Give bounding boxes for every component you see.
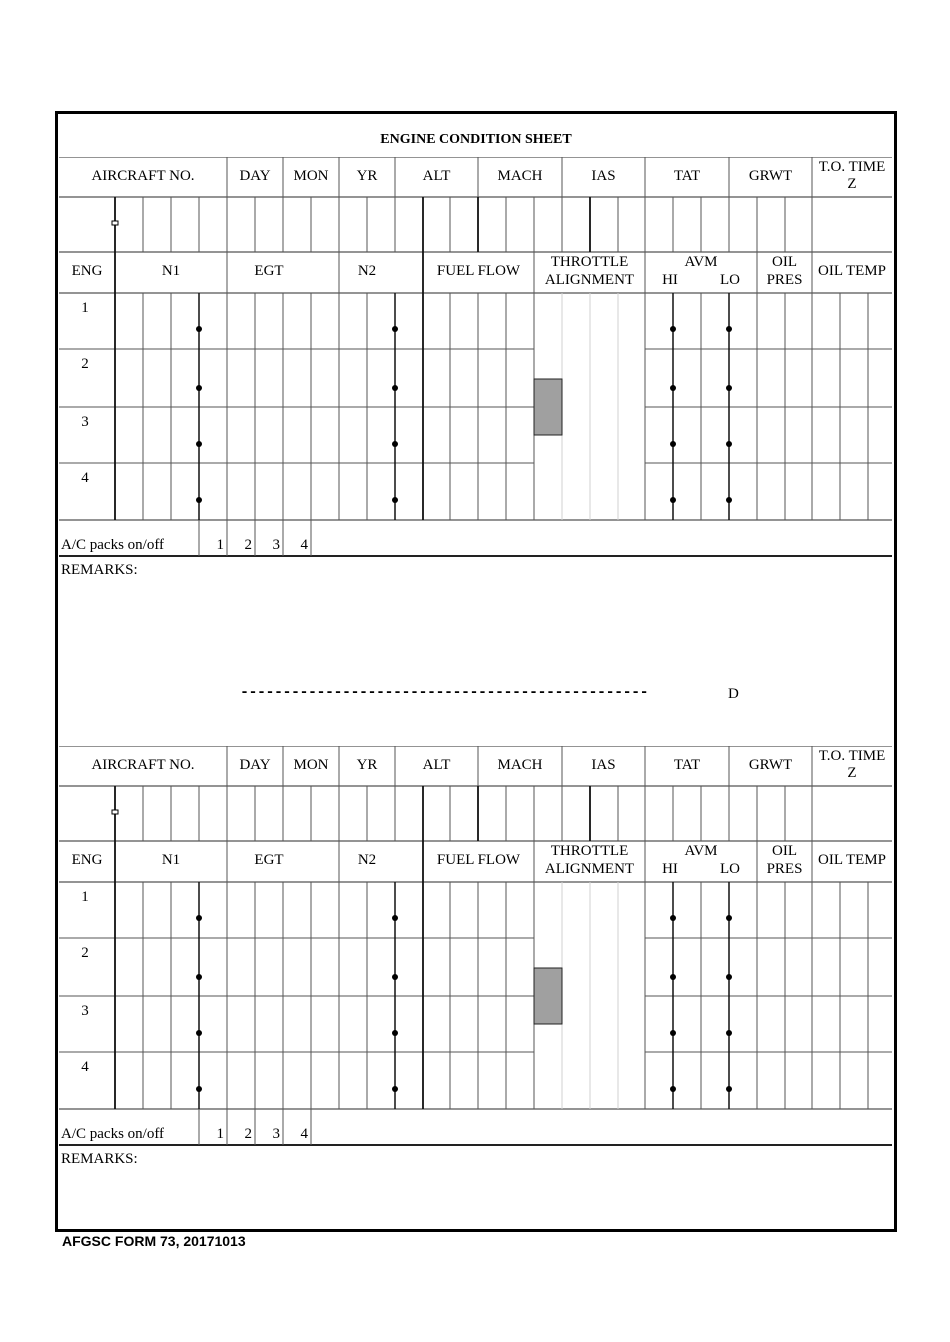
- decimal-point-dot: [392, 974, 398, 980]
- ac-pack-2[interactable]: 2: [244, 1126, 252, 1142]
- aircraft-no-label: AIRCRAFT NO.: [91, 168, 195, 184]
- engine-number: 2: [81, 356, 89, 372]
- decimal-point-dot: [726, 497, 732, 503]
- separator-marker: [112, 810, 118, 814]
- ac-pack-3[interactable]: 3: [272, 537, 280, 553]
- oil-pres-label-2: PRES: [766, 272, 803, 288]
- engine-number: 4: [81, 1059, 89, 1075]
- ac-pack-4[interactable]: 4: [300, 537, 308, 553]
- n1-label: N1: [161, 263, 181, 279]
- oil-temp-label: OIL TEMP: [818, 852, 886, 868]
- to-time-label: T.O. TIME: [818, 159, 886, 175]
- eng-label: ENG: [71, 263, 103, 279]
- yr-label: YR: [356, 168, 378, 184]
- engine-condition-section: [0, 157, 950, 637]
- decimal-point-dot: [196, 974, 202, 980]
- day-label: DAY: [239, 168, 271, 184]
- decimal-point-dot: [726, 1086, 732, 1092]
- decimal-point-dot: [392, 326, 398, 332]
- remarks-label: REMARKS:: [61, 1151, 138, 1167]
- fold-marker: D: [728, 686, 739, 702]
- avm-label: AVM: [684, 843, 718, 859]
- remarks-label: REMARKS:: [61, 562, 138, 578]
- ias-label: IAS: [591, 757, 616, 773]
- avm-hi-label: HI: [662, 861, 678, 877]
- engine-number: 1: [81, 889, 89, 905]
- decimal-point-dot: [726, 974, 732, 980]
- ac-pack-4[interactable]: 4: [300, 1126, 308, 1142]
- decimal-point-dot: [670, 441, 676, 447]
- tat-label: TAT: [673, 168, 701, 184]
- ac-pack-1[interactable]: 1: [216, 1126, 224, 1142]
- decimal-point-dot: [392, 1030, 398, 1036]
- mon-label: MON: [293, 168, 329, 184]
- decimal-point-dot: [670, 385, 676, 391]
- form-footer: AFGSC FORM 73, 20171013: [62, 1233, 246, 1249]
- ac-pack-1[interactable]: 1: [216, 537, 224, 553]
- throttle-label: THROTTLE: [550, 843, 629, 859]
- oil-temp-label: OIL TEMP: [818, 263, 886, 279]
- form-title: ENGINE CONDITION SHEET: [380, 132, 572, 147]
- decimal-point-dot: [392, 497, 398, 503]
- to-time-zone-label: Z: [847, 176, 857, 192]
- engine-number: 1: [81, 300, 89, 316]
- decimal-point-dot: [670, 1030, 676, 1036]
- alt-label: ALT: [422, 168, 451, 184]
- day-label: DAY: [239, 757, 271, 773]
- decimal-point-dot: [392, 385, 398, 391]
- mon-label: MON: [293, 757, 329, 773]
- fuel-flow-label: FUEL FLOW: [436, 263, 521, 279]
- separator-marker: [112, 221, 118, 225]
- ac-pack-3[interactable]: 3: [272, 1126, 280, 1142]
- avm-hi-label: HI: [662, 272, 678, 288]
- alignment-label: ALIGNMENT: [544, 272, 635, 288]
- yr-label: YR: [356, 757, 378, 773]
- aircraft-no-label: AIRCRAFT NO.: [91, 757, 195, 773]
- engine-number: 3: [81, 414, 89, 430]
- fold-line: ------------------------------------------------: [240, 684, 649, 701]
- ac-packs-label: A/C packs on/off: [61, 1126, 165, 1142]
- to-time-zone-label: Z: [847, 765, 857, 781]
- throttle-alignment-marker: [534, 968, 562, 1024]
- decimal-point-dot: [670, 915, 676, 921]
- tat-label: TAT: [673, 757, 701, 773]
- engine-number: 3: [81, 1003, 89, 1019]
- decimal-point-dot: [726, 1030, 732, 1036]
- alt-label: ALT: [422, 757, 451, 773]
- avm-label: AVM: [684, 254, 718, 270]
- mach-label: MACH: [497, 168, 543, 184]
- throttle-alignment-marker: [534, 379, 562, 435]
- remarks-field[interactable]: [59, 556, 892, 636]
- decimal-point-dot: [726, 385, 732, 391]
- oil-pres-label: OIL: [772, 254, 797, 270]
- egt-label: EGT: [254, 852, 284, 868]
- remarks-field[interactable]: [59, 1145, 892, 1225]
- decimal-point-dot: [196, 1030, 202, 1036]
- ac-pack-2[interactable]: 2: [244, 537, 252, 553]
- decimal-point-dot: [196, 1086, 202, 1092]
- decimal-point-dot: [196, 326, 202, 332]
- fuel-flow-label: FUEL FLOW: [436, 852, 521, 868]
- grwt-label: GRWT: [748, 757, 793, 773]
- throttle-label: THROTTLE: [550, 254, 629, 270]
- n1-label: N1: [161, 852, 181, 868]
- engine-condition-section: [0, 746, 950, 1226]
- n2-label: N2: [357, 852, 377, 868]
- mach-label: MACH: [497, 757, 543, 773]
- decimal-point-dot: [196, 441, 202, 447]
- oil-pres-label-2: PRES: [766, 861, 803, 877]
- decimal-point-dot: [670, 326, 676, 332]
- engine-number: 4: [81, 470, 89, 486]
- ac-packs-label: A/C packs on/off: [61, 537, 165, 553]
- decimal-point-dot: [392, 915, 398, 921]
- decimal-point-dot: [196, 385, 202, 391]
- engine-number: 2: [81, 945, 89, 961]
- grwt-label: GRWT: [748, 168, 793, 184]
- decimal-point-dot: [726, 326, 732, 332]
- decimal-point-dot: [392, 1086, 398, 1092]
- decimal-point-dot: [670, 1086, 676, 1092]
- alignment-label: ALIGNMENT: [544, 861, 635, 877]
- decimal-point-dot: [670, 497, 676, 503]
- decimal-point-dot: [196, 915, 202, 921]
- n2-label: N2: [357, 263, 377, 279]
- avm-lo-label: LO: [720, 272, 740, 288]
- ias-label: IAS: [591, 168, 616, 184]
- eng-label: ENG: [71, 852, 103, 868]
- decimal-point-dot: [196, 497, 202, 503]
- egt-label: EGT: [254, 263, 284, 279]
- to-time-label: T.O. TIME: [818, 748, 886, 764]
- decimal-point-dot: [392, 441, 398, 447]
- decimal-point-dot: [670, 974, 676, 980]
- decimal-point-dot: [726, 441, 732, 447]
- decimal-point-dot: [726, 915, 732, 921]
- oil-pres-label: OIL: [772, 843, 797, 859]
- avm-lo-label: LO: [720, 861, 740, 877]
